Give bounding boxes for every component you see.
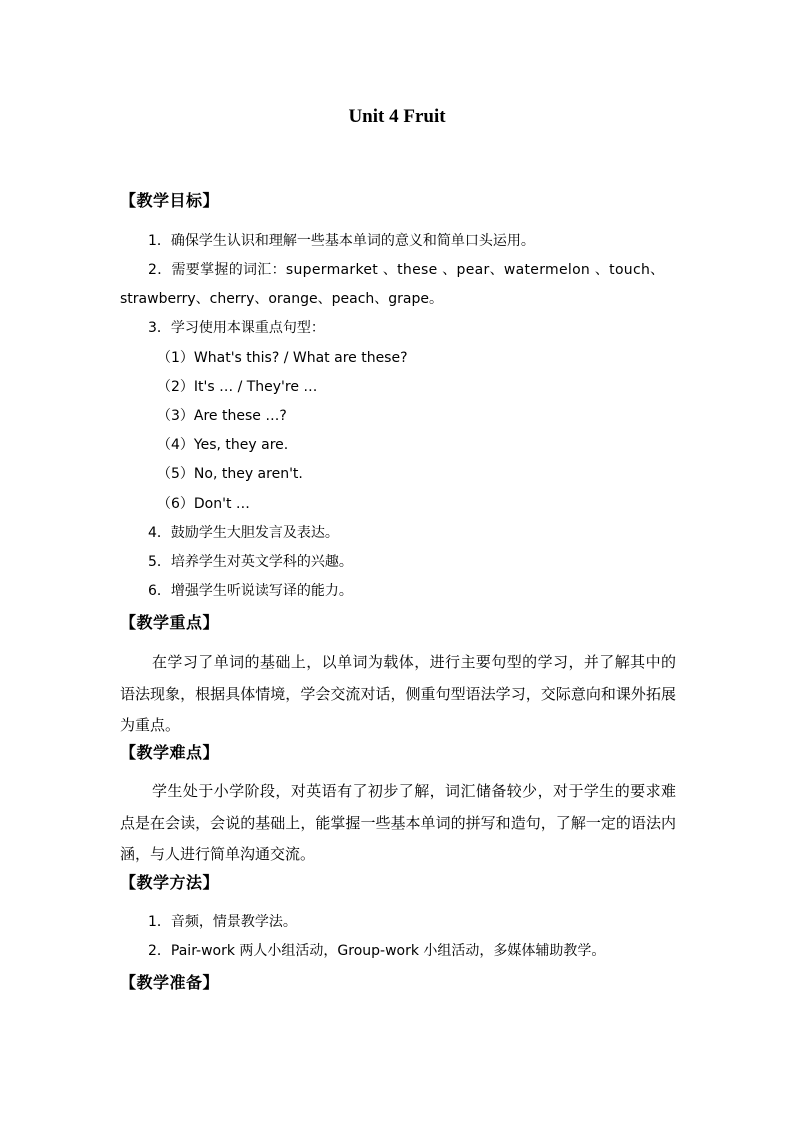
heading-difficulties: 【教学难点】 (120, 743, 220, 762)
pattern-4: （4）Yes, they are. (157, 437, 289, 453)
objective-item-2-line-1: 2．需要掌握的词汇：supermarket 、these 、pear、watermelon 、touch、 (148, 262, 665, 278)
objective-item-4: 4．鼓励学生大胆发言及表达。 (148, 525, 339, 541)
heading-key-points: 【教学重点】 (120, 613, 220, 632)
objective-item-1: 1．确保学生认识和理解一些基本单词的意义和简单口头运用。 (148, 233, 535, 249)
heading-methods: 【教学方法】 (120, 873, 220, 892)
method-item-2: 2．Pair-work 两人小组活动，Group-work 小组活动，多媒体辅助教学。 (148, 943, 606, 959)
objective-item-2-line-2: strawberry、cherry、orange、peach、grape。 (120, 291, 443, 307)
pattern-3: （3）Are these …? (157, 408, 287, 424)
document-title: Unit 4 Fruit (348, 106, 446, 127)
method-item-1: 1．音频，情景教学法。 (148, 914, 297, 930)
pattern-2: （2）It's … / They're … (157, 379, 318, 395)
objective-item-3: 3．学习使用本课重点句型： (148, 320, 325, 336)
difficulties-paragraph: 学生处于小学阶段，对英语有了初步了解，词汇储备较少，对于学生的要求难点是在会读，会说的基础上，能掌握一些基本单词的拼写和造句，了解一定的语法内涵，与人进行简单沟通交流。 (120, 782, 676, 863)
objective-item-6: 6．增强学生听说读写译的能力。 (148, 583, 353, 599)
key-points-paragraph: 在学习了单词的基础上，以单词为载体，进行主要句型的学习，并了解其中的语法现象，根据具体情境，学会交流对话，侧重句型语法学习，交际意向和课外拓展为重点。 (120, 653, 676, 734)
pattern-6: （6）Don't … (157, 496, 250, 512)
pattern-5: （5）No, they aren't. (157, 466, 303, 482)
objective-item-5: 5．培养学生对英文学科的兴趣。 (148, 554, 353, 570)
heading-preparation: 【教学准备】 (120, 973, 220, 992)
pattern-1: （1）What's this? / What are these? (157, 350, 408, 366)
heading-objectives: 【教学目标】 (120, 191, 220, 210)
